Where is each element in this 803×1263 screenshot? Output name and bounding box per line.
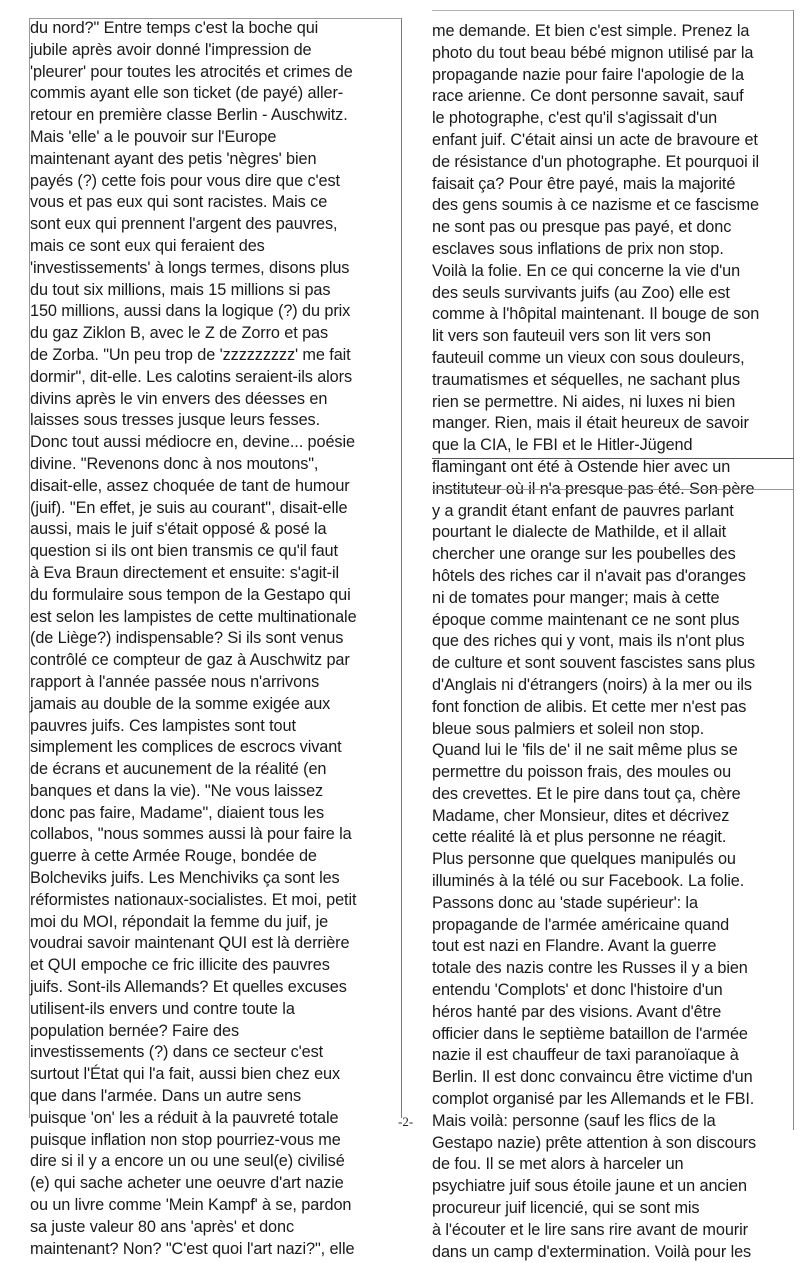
text-line: donc pas faire, Madame", diaient tous les <box>30 803 325 822</box>
text-line: propagande de l'armée américaine quand <box>432 915 730 934</box>
text-line: des gens soumis à ce nazisme et ce fascisme <box>432 196 759 215</box>
text-line: disait-elle, assez choquée de tant de humour <box>30 476 350 495</box>
text-line: Bolcheviks juifs. Les Menchiviks ça sont les <box>30 869 340 888</box>
text-line: moi du MOI, répondait la femme du juif, je <box>30 912 329 931</box>
text-line: nazie il est chauffeur de taxi paranoïaque à <box>432 1046 739 1065</box>
text-line: question si ils ont bien transmis ce qu'il faut <box>30 542 338 561</box>
text-line: manger. Rien, mais il était heureux de savoir <box>432 414 749 433</box>
text-line: pauvres juifs. Ces lampistes sont tout <box>30 716 296 735</box>
text-line: ni de tomates pour manger; mais à cette <box>432 588 720 607</box>
text-line: font fonction de alibis. Et cette mer n'est pas <box>432 697 747 716</box>
text-line: investissements (?) dans ce secteur c'est <box>30 1043 324 1062</box>
text-line: population bernée? Faire des <box>30 1021 240 1040</box>
text-line: rien se permettre. Ni aides, ni luxes ni bien <box>432 392 736 411</box>
right-text-column <box>432 21 794 1263</box>
text-line: Mais voilà: personne (sauf les flics de la <box>432 1111 716 1130</box>
text-line: de fou. Il se met alors à harceler un <box>432 1155 684 1174</box>
text-line: maintenant? Non? "C'est quoi l'art nazi?", elle <box>30 1239 355 1258</box>
text-line: banques et dans la vie). "Ne vous laissez <box>30 781 324 800</box>
text-line: 'investissements' à longs termes, disons plus <box>30 258 350 277</box>
text-line: hôtels des riches car il n'avait pas d'oranges <box>432 566 746 585</box>
text-line: Mais 'elle' a le pouvoir sur l'Europe <box>30 127 277 146</box>
text-line: surtout l'État qui l'a fait, aussi bien chez eux <box>30 1065 341 1084</box>
text-line: contrôlé ce compteur de gaz à Auschwitz par <box>30 651 350 670</box>
text-line: traumatismes et séquelles, ne sachant plus <box>432 370 741 389</box>
text-line: pourtant le dialecte de Mathilde, et il allait <box>432 523 727 542</box>
text-line: comme à l'hôpital maintenant. Il bouge de son <box>432 305 760 324</box>
text-line: simplement les complices de escrocs vivant <box>30 738 342 757</box>
text-line: (de Liège?) indispensable? Si ils sont venus <box>30 629 344 648</box>
text-line: esclaves sous inflations de prix non stop. <box>432 239 724 258</box>
text-line: que des riches qui y vont, mais ils n'ont plus <box>432 632 745 651</box>
text-line: Quand lui le 'fils de' il ne sait même plus se <box>432 741 738 760</box>
text-line: le photographe, c'est qu'il s'agissait d'un <box>432 109 718 128</box>
text-line: que dans l'armée. Dans un autre sens <box>30 1087 302 1106</box>
text-line: enfant juif. C'était ainsi un acte de bravoure et <box>432 130 758 149</box>
text-line: ou un livre comme 'Mein Kampf' à se, pardon <box>30 1196 352 1215</box>
text-line: sa juste valeur 80 ans 'après' et donc <box>30 1217 294 1236</box>
text-line: est selon les lampistes de cette multinationale <box>30 607 357 626</box>
text-line: (juif). "En effet, je suis au courant", disait-elle <box>30 498 348 517</box>
text-line: divins après le vin envers des déesses en <box>30 389 328 408</box>
text-line: 'pleurer' pour toutes les atrocités et crimes de <box>30 62 353 81</box>
text-line: rapport à l'année passée nous n'arrivons <box>30 672 320 691</box>
text-line: de résistance d'un photographe. Et pourquoi il <box>432 152 760 171</box>
text-line: à l'écouter et le lire sans rire avant de mourir <box>432 1220 748 1239</box>
text-line: jamais au double de la somme exigée aux <box>30 694 331 713</box>
text-line: illuminés à la télé ou sur Facebook. La folie. <box>432 872 745 891</box>
text-line: commis ayant elle son ticket (de payé) aller- <box>30 84 344 103</box>
text-line: puisque 'on' les a réduit à la pauvreté totale <box>30 1108 339 1127</box>
text-line: complot organisé par les Allemands et le FBI. <box>432 1090 755 1109</box>
text-line: Donc tout aussi médiocre en, devine... poésie <box>30 433 355 452</box>
text-line: sont eux qui prennent l'argent des pauvres, <box>30 215 338 234</box>
text-line: bleue sous palmiers et soleil non stop. <box>432 719 705 738</box>
text-line: officier dans le septième bataillon de l'armée <box>432 1024 748 1043</box>
text-line: puisque inflation non stop pourriez-vous me <box>30 1130 341 1149</box>
text-line: dire si il y a encore un ou une seul(e) civilisé <box>30 1152 345 1171</box>
text-line: Berlin. Il est donc convaincu être victime d'un <box>432 1068 753 1087</box>
text-line: de culture et sont souvent fascistes sans plus <box>432 654 756 673</box>
left-text-column <box>30 18 402 1260</box>
text-line: Passons donc au 'stade supérieur': la <box>432 893 698 912</box>
text-line: ne sont pas ou presque pas payé, et donc <box>432 218 732 237</box>
text-line: permettre du poisson frais, des moules ou <box>432 763 732 782</box>
text-line: totale des nazis contre les Russes il y a bien <box>432 959 748 978</box>
text-line: flamingant ont été à Ostende hier avec un <box>432 457 731 476</box>
text-line: aussi, mais le juif s'était opposé & posé la <box>30 520 327 539</box>
right-column-top-border <box>432 10 794 11</box>
text-line: et QUI empoche ce fric illicite des pauvres <box>30 956 330 975</box>
page-number: -2- <box>398 1114 414 1129</box>
text-line: juifs. Sont-ils Allemands? Et quelles excuses <box>30 978 347 997</box>
text-line: lit vers son fauteuil vers son lit vers son <box>432 327 711 346</box>
text-line: 150 millions, aussi dans la logique (?) du prix <box>30 302 351 321</box>
text-line: propagande nazie pour faire l'apologie de la <box>432 65 744 84</box>
text-line: guerre à cette Armée Rouge, bondée de <box>30 847 317 866</box>
text-line: maintenant ayant des petis 'nègres' bien <box>30 149 317 168</box>
text-line: des crevettes. Et le pire dans tout ça, chère <box>432 784 741 803</box>
text-line: d'Anglais ni d'étrangers (noirs) à la mer ou ils <box>432 675 752 694</box>
text-line: vous et pas eux qui sont racistes. Mais ce <box>30 193 328 212</box>
text-line: entendu 'Complots' et donc l'histoire d'un <box>432 981 723 1000</box>
text-line: me demande. Et bien c'est simple. Prenez la <box>432 22 750 40</box>
text-line: divine. "Revenons donc à nos moutons", <box>30 454 319 473</box>
text-line: instituteur où il n'a presque pas été. Son père <box>432 479 755 498</box>
text-line: y a grandit étant enfant de pauvres parlant <box>432 501 734 520</box>
text-line: collabos, "nous sommes aussi là pour faire la <box>30 825 352 844</box>
text-line: (e) qui sache acheter une oeuvre d'art nazie <box>30 1174 344 1193</box>
text-line: procureur juif licencié, qui se sont mis <box>432 1199 700 1218</box>
text-line: psychiatre juif sous étoile jaune et un ancien <box>432 1177 747 1196</box>
text-line: époque comme maintenant ce ne sont plus <box>432 610 740 629</box>
text-line: de écrans et aucunement de la réalité (en <box>30 760 327 779</box>
text-line: Madame, cher Monsieur, dites et décrivez <box>432 806 730 825</box>
text-line: réformistes nationaux-socialistes. Et moi, petit <box>30 890 357 909</box>
text-line: du gaz Ziklon B, avec le Z de Zorro et pas <box>30 324 329 343</box>
text-line: de Zorba. "Un peu trop de 'zzzzzzzzz' me fait <box>30 345 351 364</box>
text-line: fauteuil comme un vieux con sous douleurs, <box>432 348 745 367</box>
text-line: dans un camp d'extermination. Voilà pour les <box>432 1242 752 1261</box>
text-line: Gestapo nazie) prête attention à son discours <box>432 1133 757 1152</box>
text-line: cette réalité là et plus personne ne réagit. <box>432 828 727 847</box>
text-line: race arienne. Ce dont personne savait, sauf <box>432 87 744 106</box>
text-line: payés (?) cette fois pour vous dire que c'est <box>30 171 340 190</box>
text-line: faisait ça? Pour être payé, mais la majorité <box>432 174 736 193</box>
text-line: voudrai savoir maintenant QUI est là derrière <box>30 934 350 953</box>
text-line: du formulaire sous tempon de la Gestapo qui <box>30 585 351 604</box>
text-line: photo du tout beau bébé mignon utilisé par la <box>432 43 754 62</box>
text-line: Voilà la folie. En ce qui concerne la vie d'un <box>432 261 741 280</box>
text-line: chercher une orange sur les poubelles des <box>432 545 736 564</box>
text-line: à Eva Braun directement et ensuite: s'agit-il <box>30 563 340 582</box>
text-line: retour en première classe Berlin - Auschwitz. <box>30 106 348 125</box>
text-line: laisses sous tresses jusque leurs fesses. <box>30 411 320 430</box>
text-line: mais ce sont eux qui feraient des <box>30 236 265 255</box>
text-line: des seuls survivants juifs (au Zoo) elle est <box>432 283 730 302</box>
text-line: dormir", dit-elle. Les calotins seraient-ils alors <box>30 367 353 386</box>
text-line: du tout six millions, mais 15 millions si pas <box>30 280 331 299</box>
text-line: utilisent-ils envers und contre toute la <box>30 999 295 1018</box>
text-line: que la CIA, le FBI et le Hitler-Jügend <box>432 436 693 455</box>
text-line: jubile après avoir donné l'impression de <box>30 40 312 59</box>
text-line: Plus personne que quelques manipulés ou <box>432 850 736 869</box>
text-line: héros hanté par des visions. Avant d'être <box>432 1002 722 1021</box>
text-line: du nord?" Entre temps c'est la boche qui <box>30 19 319 37</box>
text-line: tout est nazi en Flandre. Avant la guerre <box>432 937 717 956</box>
